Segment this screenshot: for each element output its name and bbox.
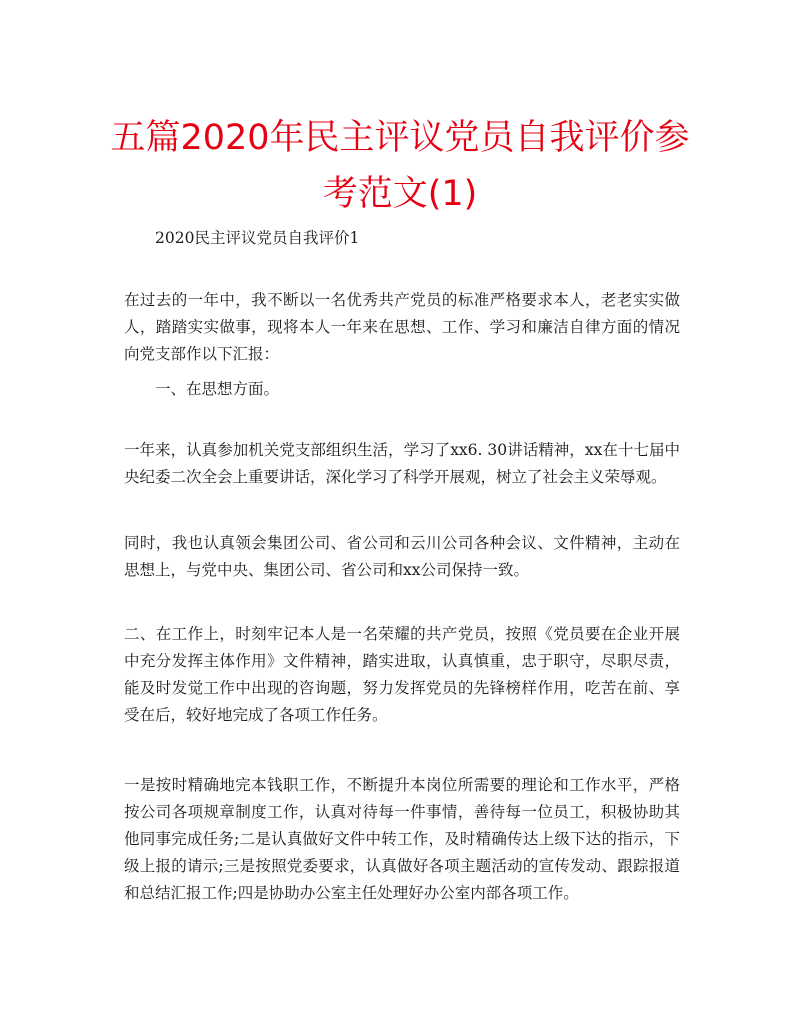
document-subtitle: 2020民主评议党员自我评价1 bbox=[155, 229, 360, 247]
paragraph-alignment: 同时，我也认真领会集团公司、省公司和云川公司各种会议、文件精神，主动在思想上，与党中央、集团公司、省公司和xx公司保持一致。 bbox=[124, 534, 680, 579]
document-title: 五篇2020年民主评议党员自我评价参考范文(1) bbox=[110, 118, 690, 214]
paragraph-study: 一年来，认真参加机关党支部组织生活，学习了xx6. 30讲话精神，xx在十七届中央纪委二次全会上重要讲话，深化学习了科学开展观，树立了社会主义荣辱观。 bbox=[124, 441, 680, 486]
paragraph-duties: 一是按时精确地完本钱职工作，不断提升本岗位所需要的理论和工作水平，严格按公司各项规章制度工作，认真对待每一件事情，善待每一位员工，积极协助其他同事完成任务;二是认真做好文件中转工作，及时精确传达上级下达的指示，下级上报的请示;三是按照党委要求，认真做好各项主题活动的宣传发动、跟踪报道和总结汇报工作;四是协助办公室主任处理好办公室内部各项工作。 bbox=[124, 776, 680, 902]
section-heading-thought: 一、在思想方面。 bbox=[155, 380, 280, 398]
paragraph-intro: 在过去的一年中，我不断以一名优秀共产党员的标准严格要求本人，老老实实做人，踏踏实实做事，现将本人一年来在思想、工作、学习和廉洁自律方面的情况向党支部作以下汇报： bbox=[124, 291, 680, 363]
paragraph-work: 二、在工作上，时刻牢记本人是一名荣耀的共产党员，按照《党员要在企业开展中充分发挥主体作用》文件精神，踏实进取，认真慎重，忠于职守，尽职尽责，能及时发觉工作中出现的咨询题，努力发挥党员的先锋榜样作用，吃苦在前、享受在后，较好地完成了各项工作任务。 bbox=[124, 625, 680, 724]
